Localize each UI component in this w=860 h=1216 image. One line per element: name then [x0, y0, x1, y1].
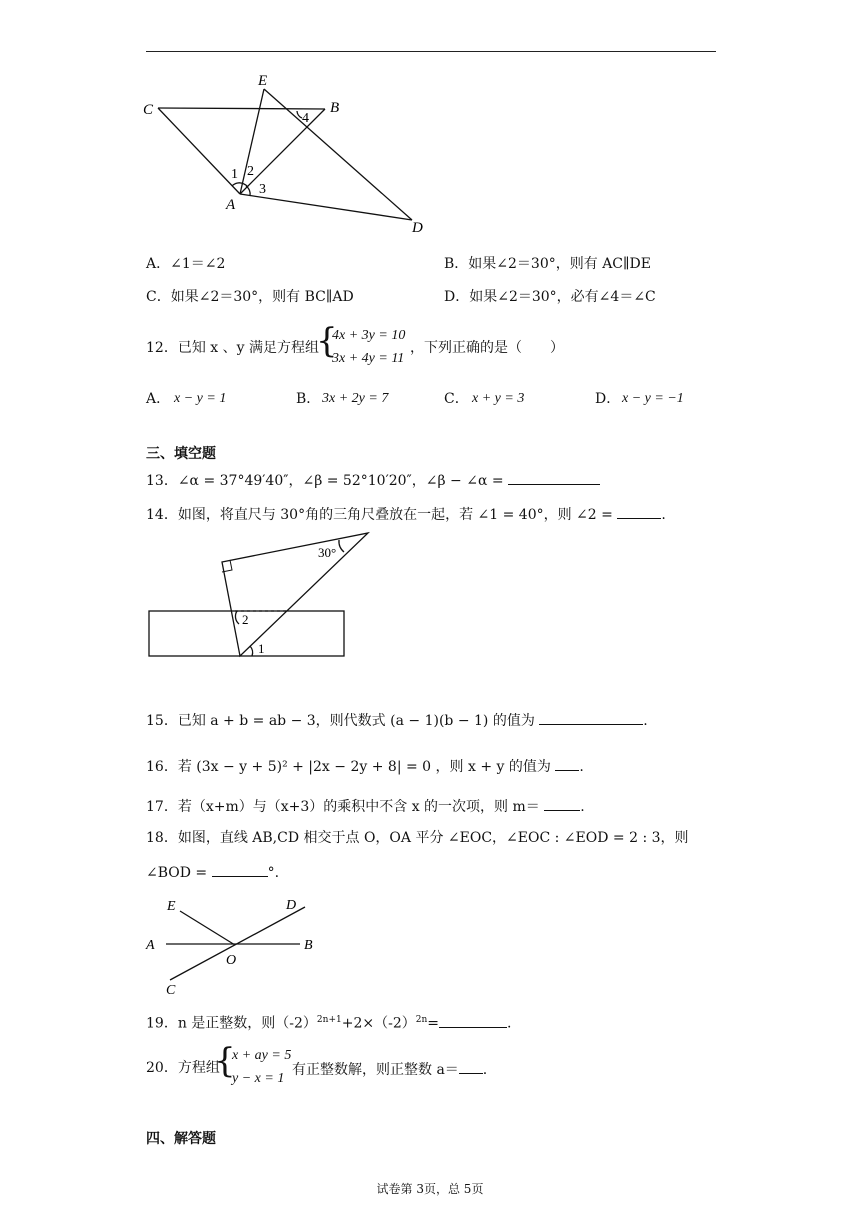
q13-blank[interactable] [508, 470, 600, 485]
q20-brace: { [214, 1041, 236, 1081]
q20-blank[interactable] [459, 1059, 483, 1074]
q20-eq1: x + ay = 5 [232, 1048, 292, 1063]
label-angle1: 1 [258, 641, 265, 656]
label-C: C [143, 102, 154, 118]
q12-option-b-label: B． [296, 391, 321, 407]
q17-text: 17．若（x+m）与（x+3）的乘积中不含 x 的一次项，则 m＝ [146, 799, 540, 815]
q15-text: 15．已知 a + b = ab − 3，则代数式 (a − 1)(b − 1) 的值为 [146, 713, 535, 729]
arc-angle1 [250, 646, 253, 656]
q18-line1: 18．如图，直线 AB,CD 相交于点 O，OA 平分 ∠EOC，∠EOC : ∠EOD = 2 : 3，则 [146, 830, 689, 846]
q11-option-d: D．如果∠2＝30°，必有∠4＝∠C [444, 289, 656, 305]
line-BA [240, 109, 325, 194]
q15-blank[interactable] [539, 710, 643, 725]
line-CA [158, 108, 240, 194]
q12-option-b: 3x + 2y = 7 [322, 391, 389, 406]
label-E: E [167, 899, 176, 914]
q16-text: 16．若 (3x − y + 5)² + |2x − 2y + 8| = 0 ，则 x + y 的值为 [146, 759, 551, 775]
q19-blank[interactable] [439, 1013, 507, 1028]
ray-OE [180, 911, 235, 945]
q19 [146, 1011, 511, 1033]
label-angle4: 4 [302, 111, 309, 126]
q16-blank[interactable] [555, 756, 579, 771]
q13 [146, 470, 600, 490]
q13-text: 13．∠α = 37°49′40″，∠β = 52°10′20″，∠β − ∠α = [146, 473, 504, 489]
q16 [146, 756, 584, 776]
q12-option-c-label: C． [444, 391, 469, 407]
label-D: D [286, 898, 297, 913]
q20-eq2: y − x = 1 [232, 1071, 285, 1086]
label-O: O [226, 953, 237, 968]
section-fill-blank-title: 三、填空题 [146, 446, 216, 462]
q14-blank[interactable] [617, 504, 661, 519]
q14-end: . [661, 507, 666, 523]
q19-equals: = [427, 1015, 439, 1032]
q12-option-a: x − y = 1 [174, 391, 227, 406]
q12-option-d: x − y = −1 [622, 391, 684, 406]
q12-stem-end: ，下列正确的是（ ） [410, 340, 564, 356]
label-B: B [304, 938, 313, 953]
q19-text: 19．n 是正整数，则（-2） [146, 1015, 317, 1032]
q12-stem: 12．已知 x 、y 满足方程组 [146, 340, 319, 356]
label-angle1: 1 [231, 167, 238, 182]
label-angle2: 2 [242, 612, 249, 627]
q18-line2 [146, 862, 279, 882]
q19-exponent2: 2n [415, 1015, 428, 1025]
arc-angle2 [235, 611, 239, 624]
q12-brace: { [316, 321, 338, 361]
label-C: C [166, 983, 176, 998]
label-angle2: 2 [247, 164, 254, 179]
q11-option-b: B．如果∠2＝30°，则有 AC∥DE [444, 256, 651, 272]
q20-text: 有正整数解，则正整数 a＝ [292, 1062, 459, 1078]
arc-30 [339, 540, 344, 552]
q12-option-a-label: A． [146, 391, 171, 407]
q15-end: . [643, 713, 648, 729]
q20-stem: 20．方程组 [146, 1060, 220, 1076]
q12-eq2: 3x + 4y = 11 [332, 351, 405, 366]
q11-option-a: A．∠1＝∠2 [146, 256, 226, 272]
q12-option-d-label: D． [595, 391, 621, 407]
q18-figure [140, 890, 330, 1000]
q12-option-c: x + y = 3 [472, 391, 525, 406]
q18-text: ∠BOD = [146, 865, 208, 881]
q18-end: °. [267, 865, 280, 881]
label-angle3: 3 [259, 182, 266, 197]
q17 [146, 796, 585, 816]
label-A: A [146, 938, 155, 953]
q19-text-mid: +2×（-2） [341, 1015, 416, 1032]
q11-option-c: C．如果∠2＝30°，则有 BC∥AD [146, 289, 354, 305]
q14 [146, 504, 666, 524]
q12-eq1: 4x + 3y = 10 [332, 328, 406, 343]
q19-end: . [507, 1015, 512, 1032]
q19-exponent1: 2n+1 [316, 1015, 342, 1025]
q14-figure [146, 530, 376, 662]
q18-blank[interactable] [212, 862, 268, 877]
q11-figure [140, 68, 440, 238]
q15 [146, 710, 648, 730]
triangle-ruler [222, 533, 368, 656]
q17-end: . [580, 799, 585, 815]
line-CB [158, 108, 325, 109]
label-B: B [330, 100, 340, 116]
label-E: E [258, 73, 268, 89]
page-footer: 试卷第 3页，总 5页 [376, 1182, 484, 1196]
section-answer-title: 四、解答题 [146, 1131, 216, 1147]
q20-end: . [482, 1062, 488, 1078]
label-D: D [412, 220, 423, 236]
label-A: A [226, 197, 236, 213]
label-30deg: 30° [318, 545, 337, 560]
q20-tail [292, 1059, 487, 1079]
q14-text: 14．如图，将直尺与 30°角的三角尺叠放在一起，若 ∠1 = 40°，则 ∠2 = [146, 507, 613, 523]
q17-blank[interactable] [544, 796, 580, 811]
q16-end: . [579, 759, 584, 775]
header-rule [146, 51, 716, 52]
